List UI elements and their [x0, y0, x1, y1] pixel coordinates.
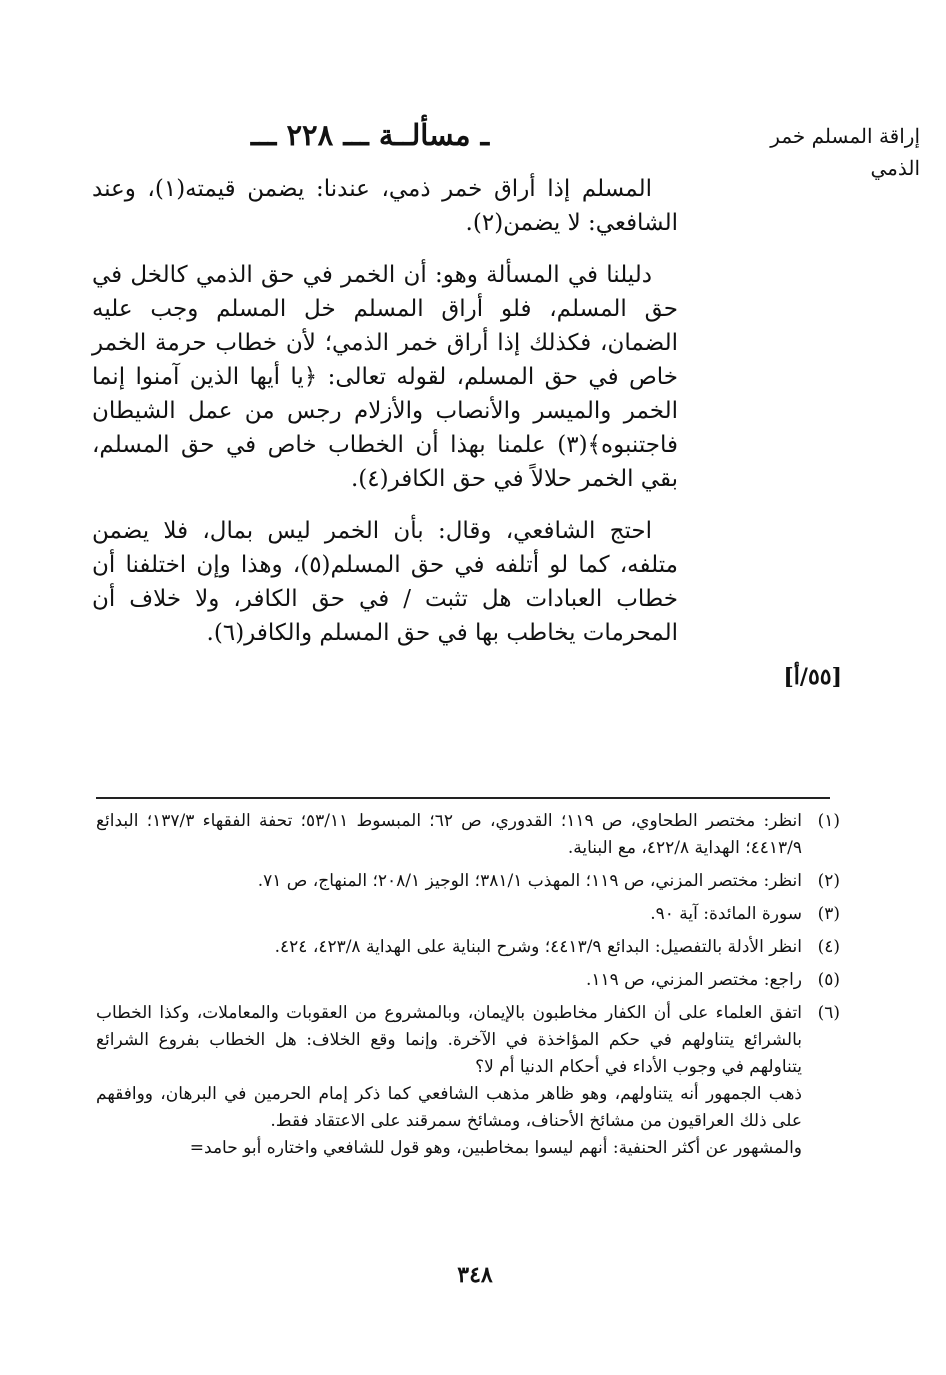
footnote-text: ذهب الجمهور أنه يتناولهم، وهو ظاهر مذهب الشافعي كما ذكر إمام الحرمين في البرهان، ووافقهم على ذلك العراقيون من مشائخ الأحناف، ومشائخ سمرقند على الاعتقاد فقط. [96, 1084, 802, 1131]
footnote-number: (٢) [817, 871, 840, 891]
paragraph: دليلنا في المسألة وهو: أن الخمر في حق الذمي كالخل في حق المسلم، فلو أراق المسلم خل المسلم وجب عليه الضمان، فكذلك إذا أراق خمر الذمي؛ لأن خطاب حرمة الخمر خاص في حق المسلم، لقوله تعالى: ﴿يا أيها الذين آمنوا إنما الخمر والميسر والأنصاب والأزلام رجس من عمل الشيطان فاجتنبوه﴾(٣) علمنا بهذا أن الخطاب خاص في حق المسلم، بقي الخمر حلالاً في حق الكافر(٤). [92, 262, 678, 492]
footnote-text: اتفق العلماء على أن الكفار مخاطبون بالإيمان، وبالمشروع من العقوبات والمعاملات، وكذا الخطاب بالشرائع يتناولهم في حكم المؤاخذة في الآخرة. وإنما وقع الخلاف: هل الخطاب بفروع الشرائع يتناولهم في وجوب الأداء في أحكام الدنيا أم لا؟ [96, 1003, 802, 1077]
footnote [96, 868, 840, 895]
footnote-text: انظر الأدلة بالتفصيل: البدائع ٤٤١٣/٩؛ وشرح البناية على الهداية ٤٢٣/٨، ٤٢٤. [274, 937, 802, 957]
footnote-number: (١) [817, 811, 840, 831]
footnote [96, 901, 840, 928]
page-number: ٣٤٨ [457, 1262, 493, 1288]
footnote-text: انظر: مختصر الطحاوي، ص ١١٩؛ القدوري، ص ٦٢؛ المبسوط ٥٣/١١؛ تحفة الفقهاء ١٣٧/٣؛ البدائع ٤٤١٣/٩؛ الهداية ٤٢٢/٨، مع البناية. [96, 811, 802, 858]
footnote-number: (٣) [817, 904, 840, 924]
footnote-text: والمشهور عن أكثر الحنفية: أنهم ليسوا بمخاطبين، وهو قول للشافعي واختاره أبو حامد= [189, 1138, 802, 1158]
footnote-text: راجع: مختصر المزني، ص ١١٩. [585, 970, 802, 990]
footnote [96, 1000, 840, 1162]
footnote-text: سورة المائدة: آية ٩٠. [650, 904, 802, 924]
paragraph: المسلم إذا أراق خمر ذمي، عندنا: يضمن قيمته(١)، وعند الشافعي: لا يضمن(٢). [92, 176, 678, 236]
folio-marker: [٥٥/أ] [783, 664, 842, 690]
footnote-number: (٤) [817, 937, 840, 957]
footnote [96, 967, 840, 994]
issue-title: ـ مسألــة ـــ ٢٢٨ ـــ [250, 118, 490, 152]
margin-note: إراقة المسلم خمر الذمي [770, 124, 920, 180]
footnote-divider [96, 797, 830, 799]
main-text [92, 172, 678, 668]
footnote [96, 934, 840, 961]
footnote-number: (٥) [817, 970, 840, 990]
footnote-number: (٦) [817, 1003, 840, 1023]
paragraph: احتج الشافعي، وقال: بأن الخمر ليس بمال، فلا يضمن متلفه، كما لو أتلفه في حق المسلم(٥)، وهذا وإن اختلفنا أن خطاب العبادات هل تثبت / في حق الكافر، ولا خلاف أن المحرمات يخاطب بها في حق المسلم والكافر(٦). [92, 518, 678, 646]
footnotes [96, 808, 840, 1168]
footnote-text: انظر: مختصر المزني، ص ١١٩؛ المهذب ٣٨١/١؛ الوجيز ٢٠٨/١؛ المنهاج، ص ٧١. [257, 871, 802, 891]
footnote [96, 808, 840, 862]
